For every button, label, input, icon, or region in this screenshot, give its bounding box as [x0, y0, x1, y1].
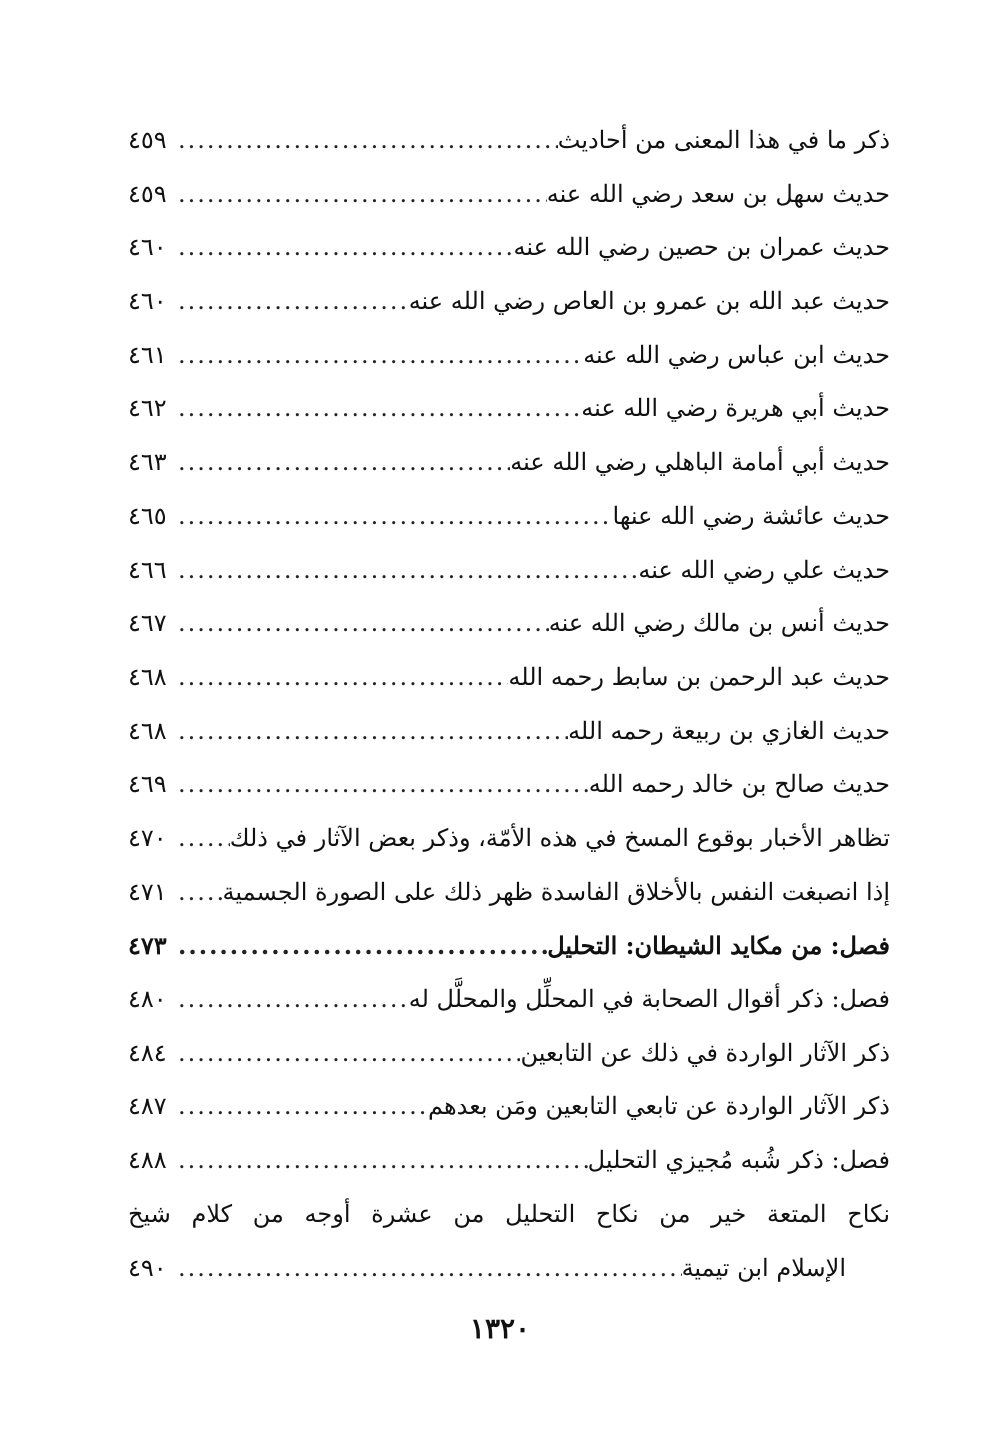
page-number: ١٣٢٠	[469, 1312, 531, 1345]
dot-leader	[172, 597, 549, 651]
toc-entry-page: ٤٧٠	[128, 823, 167, 852]
toc-entry-page: ٤٨٤	[128, 1038, 167, 1067]
toc-entry	[128, 1080, 890, 1134]
dot-leader	[172, 1080, 428, 1134]
toc-entry-title: فصل: ذكر أقوال الصحابة في المحلِّل والمحلَّل له	[408, 985, 890, 1013]
toc-entry-title: تظاهر الأخبار بوقوع المسخ في هذه الأمّة، وذكر بعض الآثار في ذلك	[229, 823, 890, 852]
toc-entry-page: ٤٦٨	[128, 716, 167, 745]
dot-leader	[172, 812, 230, 866]
toc-entry-page: ٤٦٦	[128, 555, 167, 584]
toc-entry-page: ٤٦٣	[128, 448, 167, 477]
dot-leader	[172, 919, 547, 973]
dot-leader	[172, 221, 514, 275]
dot-leader	[172, 973, 409, 1027]
toc-entry	[128, 275, 890, 329]
dot-leader	[172, 275, 409, 329]
toc-entry	[128, 490, 890, 544]
dot-leader	[172, 490, 613, 544]
toc-entry-page: ٤٦٠	[128, 233, 167, 262]
dot-leader	[172, 705, 568, 759]
toc-entry-title: حديث سهل بن سعد رضي الله عنه	[546, 179, 890, 208]
toc-entry	[128, 651, 890, 705]
toc-entry-title: حديث الغازي بن ربيعة رحمه الله	[568, 716, 890, 745]
toc-entry-multiline	[128, 1188, 890, 1295]
toc-entry	[128, 1134, 890, 1188]
toc-entry-title: حديث عائشة رضي الله عنها	[612, 501, 890, 530]
toc-entry-page: ٤٦٢	[128, 394, 167, 423]
toc-entry	[128, 168, 890, 222]
toc-entry-page: ٤٨٨	[128, 1146, 167, 1175]
toc-entry-page: ٤٩٠	[128, 1253, 167, 1282]
toc-entry-title: حديث عبد الله بن عمرو بن العاص رضي الله عنه	[408, 287, 890, 316]
dot-leader	[172, 114, 558, 168]
toc-entry	[128, 436, 890, 490]
dot-leader	[172, 436, 510, 490]
toc-entry-title: حديث صالح بن خالد رحمه الله	[588, 770, 890, 799]
toc-entry	[128, 382, 890, 436]
toc-entry	[128, 866, 890, 920]
toc-entry-page: ٤٨٧	[128, 1092, 167, 1121]
toc-entry-title: حديث أنس بن مالك رضي الله عنه	[548, 609, 890, 638]
toc-entry-page: ٤٥٩	[128, 179, 167, 208]
dot-leader	[172, 651, 508, 705]
dot-leader	[172, 544, 638, 598]
toc-entry	[128, 973, 890, 1027]
toc-entry-page: ٤٥٩	[128, 126, 167, 154]
toc-entry	[128, 758, 890, 812]
toc-entry-title: حديث عبد الرحمن بن سابط رحمه الله	[508, 662, 890, 691]
toc-entry	[128, 544, 890, 598]
toc-entry-title: فصل: ذكر شُبه مُجيزي التحليل	[587, 1146, 890, 1175]
toc-entry-page: ٤٦٠	[128, 287, 167, 316]
dot-leader	[172, 1242, 682, 1296]
toc-entry-page: ٤٦٩	[128, 770, 167, 799]
toc-entry-title: حديث عمران بن حصين رضي الله عنه	[513, 233, 890, 262]
toc-entry-page: ٤٧١	[128, 877, 167, 906]
toc-entry-title: ذكر ما في هذا المعنى من أحاديث	[557, 126, 890, 154]
dot-leader	[172, 758, 589, 812]
dot-leader	[172, 168, 547, 222]
dot-leader	[172, 866, 223, 920]
toc-entry-title: حديث ابن عباس رضي الله عنه	[583, 340, 890, 369]
toc-entry-title: ذكر الآثار الواردة في ذلك عن التابعين	[520, 1038, 890, 1067]
toc-entry-page: ٤٦٧	[128, 609, 167, 638]
dot-leader	[172, 329, 583, 383]
toc-entry	[128, 114, 890, 168]
toc-entry-page: ٤٨٠	[128, 985, 167, 1013]
dot-leader	[172, 382, 581, 436]
toc-entry-page: ٤٦١	[128, 340, 167, 369]
toc-entry	[128, 597, 890, 651]
toc-entry-page: ٤٦٨	[128, 662, 167, 691]
toc-entry	[128, 705, 890, 759]
toc-entry	[128, 329, 890, 383]
toc-entry	[128, 1027, 890, 1081]
toc-entry	[128, 812, 890, 866]
dot-leader	[172, 1027, 520, 1081]
toc-entry-title-line1: نكاح المتعة خير من نكاح التحليل من عشرة أوجه من كلام شيخ	[128, 1200, 890, 1228]
toc-entry	[128, 919, 890, 973]
toc-entry-line2	[128, 1242, 890, 1296]
toc-entry-title: حديث أبي أمامة الباهلي رضي الله عنه	[510, 448, 890, 477]
dot-leader	[172, 1134, 588, 1188]
toc-entry-title-line2: الإسلام ابن تيمية	[681, 1253, 846, 1282]
toc-entry-title: حديث أبي هريرة رضي الله عنه	[581, 394, 890, 423]
table-of-contents	[128, 114, 890, 1188]
toc-entry-title: ذكر الآثار الواردة عن تابعي التابعين ومَن بعدهم	[428, 1092, 890, 1121]
toc-entry	[128, 221, 890, 275]
toc-entry-title: فصل: من مكايد الشيطان: التحليل	[547, 931, 890, 961]
toc-entry-page: ٤٧٣	[128, 931, 167, 961]
toc-entry-title: حديث علي رضي الله عنه	[638, 555, 890, 584]
toc-entry-page: ٤٦٥	[128, 501, 167, 530]
toc-entry-title: إذا انصبغت النفس بالأخلاق الفاسدة ظهر ذلك على الصورة الجسمية	[222, 877, 890, 906]
